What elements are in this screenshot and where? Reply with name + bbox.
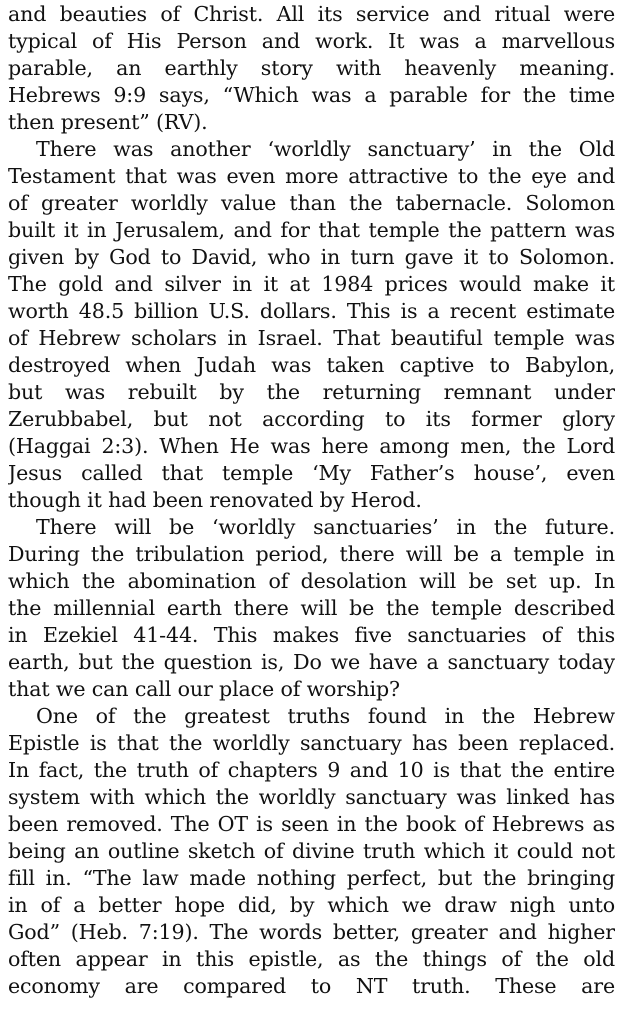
text-line: fill in. “The law made nothing perfect, but the bringing xyxy=(8,866,615,890)
text-line: Testament that was even more attractive to the eye and xyxy=(8,164,615,188)
text-line: that we can call our place of worship? xyxy=(8,677,400,701)
text-line: worth 48.5 billion U.S. dollars. This is a recent estimate xyxy=(8,299,615,323)
text-line: earth, but the question is, Do we have a sanctuary today xyxy=(8,650,615,674)
text-line: Jesus called that temple ‘My Father’s house’, even xyxy=(8,461,615,485)
text-line: of Hebrew scholars in Israel. That beautiful temple was xyxy=(8,326,615,350)
text-line: economy are compared to NT truth. These are xyxy=(8,974,615,998)
text-line: Zerubbabel, but not according to its former glory xyxy=(8,407,615,431)
text-line: There will be ‘worldly sanctuaries’ in the future. xyxy=(36,515,615,539)
text-line: During the tribulation period, there will be a temple in xyxy=(8,542,615,566)
text-line: often appear in this epistle, as the things of the old xyxy=(8,947,615,971)
text-line: parable, an earthly story with heavenly meaning. xyxy=(8,56,615,80)
text-line: being an outline sketch of divine truth which it could not xyxy=(8,839,615,863)
text-line: then present” (RV). xyxy=(8,110,208,134)
text-line: destroyed when Judah was taken captive to Babylon, xyxy=(8,353,615,377)
text-line: in Ezekiel 41-44. This makes five sanctuaries of this xyxy=(8,623,615,647)
text-line: In fact, the truth of chapters 9 and 10 is that the entire xyxy=(8,758,615,782)
text-line: system with which the worldly sanctuary was linked has xyxy=(8,785,615,809)
text-line: which the abomination of desolation will be set up. In xyxy=(8,569,615,593)
text-line: in of a better hope did, by which we draw nigh unto xyxy=(8,893,615,917)
text-line: There was another ‘worldly sanctuary’ in the Old xyxy=(36,137,615,161)
text-line: though it had been renovated by Herod. xyxy=(8,488,422,512)
text-line: been removed. The OT is seen in the book of Hebrews as xyxy=(8,812,615,836)
text-line: typical of His Person and work. It was a marvellous xyxy=(8,29,615,53)
text-line: Epistle is that the worldly sanctuary has been replaced. xyxy=(8,731,615,755)
text-line: and beauties of Christ. All its service and ritual were xyxy=(8,2,615,26)
text-line: the millennial earth there will be the temple described xyxy=(8,596,615,620)
text-line: but was rebuilt by the returning remnant under xyxy=(8,380,615,404)
document-page xyxy=(8,0,615,1024)
text-line: Hebrews 9:9 says, “Which was a parable for the time xyxy=(8,83,615,107)
text-line: One of the greatest truths found in the Hebrew xyxy=(36,704,615,728)
text-line: of greater worldly value than the tabernacle. Solomon xyxy=(8,191,615,215)
text-line: (Haggai 2:3). When He was here among men, the Lord xyxy=(8,434,615,458)
text-line: built it in Jerusalem, and for that temple the pattern was xyxy=(8,218,615,242)
text-line: God” (Heb. 7:19). The words better, greater and higher xyxy=(8,920,615,944)
text-line: The gold and silver in it at 1984 prices would make it xyxy=(8,272,615,296)
text-line: given by God to David, who in turn gave it to Solomon. xyxy=(8,245,615,269)
